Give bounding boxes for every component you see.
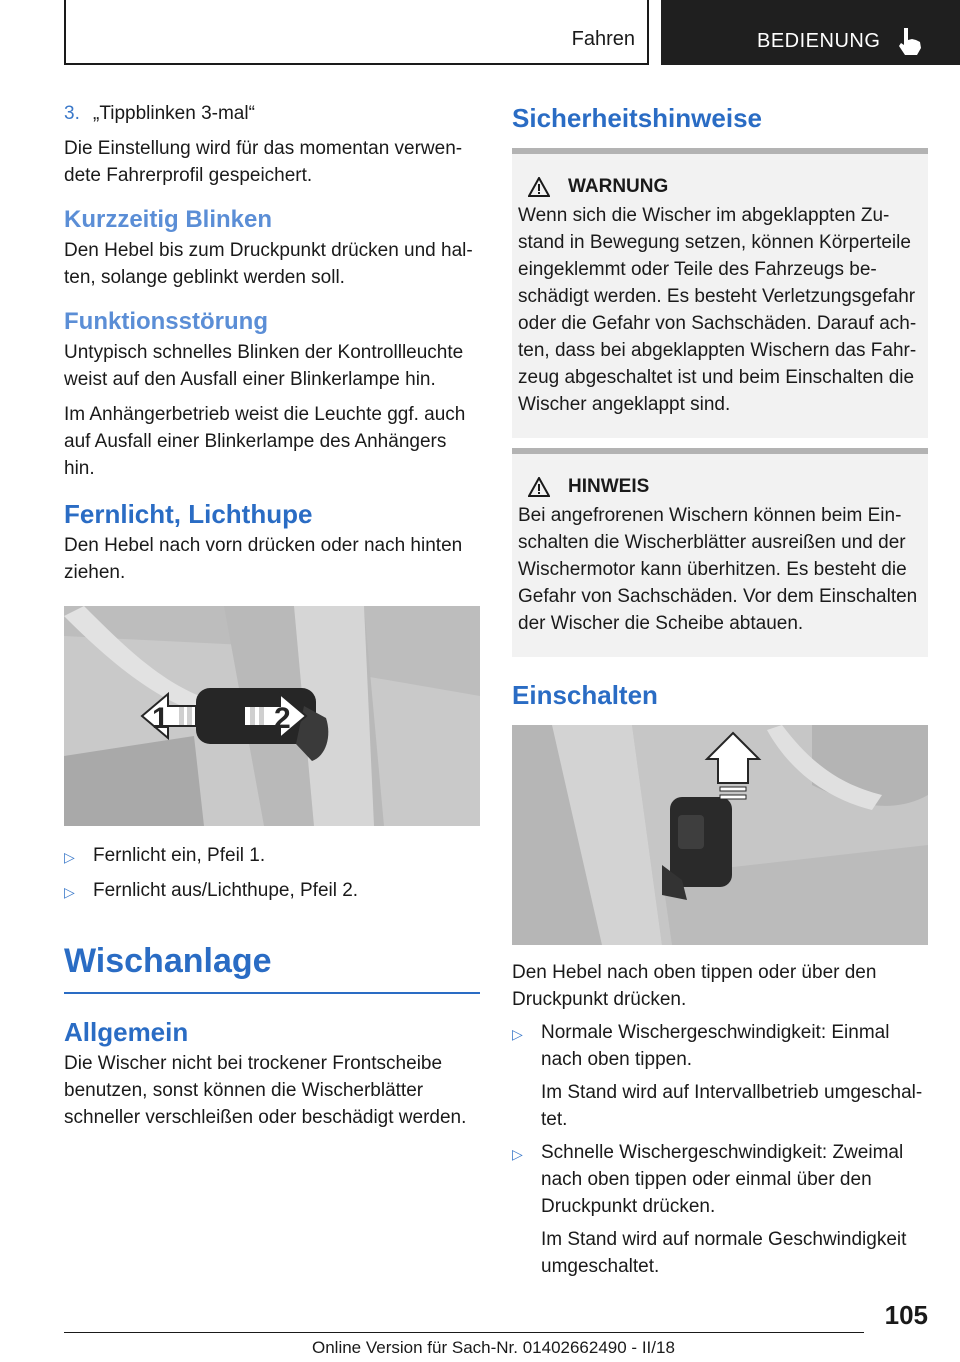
hint-title: HINWEIS: [568, 476, 650, 497]
warning-header: [528, 176, 922, 198]
bullet-normale-main: Normale Wischergeschwindigkeit: Einmal nach oben tippen.: [541, 1022, 890, 1070]
heading-sicherheitshinweise: Sicherheitshinweise: [512, 103, 762, 133]
left-column: [64, 100, 480, 1131]
bullet-fernlicht-aus: ▷ Fernlicht aus/Lichthupe, Pfeil 2.: [64, 877, 480, 906]
heading-funktionsstoerung: Funktionsstörung: [64, 308, 268, 335]
hint-box: [512, 448, 928, 657]
triangle-right-icon: ▷: [64, 884, 75, 900]
hint-header: [528, 476, 922, 498]
step-3-text: „Tippblinken 3-mal“: [93, 103, 255, 124]
arrow-2-label: 2: [274, 702, 291, 735]
warning-text: Wenn sich die Wischer im abgeklappten Zustand in Bewegung setzen, können Körperteile eingeklemmt oder Teile des Fahrzeugs beschädigt werden. Es besteht Verletzungsgefahr oder die Gefahr von Sachschäden. Darauf achten, dass bei abgeklappten Wischern das Fahrzeug abgeschaltet ist und beim Einschalten die Wischer angeklappt sind.: [518, 205, 917, 415]
page-number: 105: [884, 1300, 928, 1330]
footer-rule: [64, 1332, 864, 1333]
heading-einschalten: Einschalten: [512, 680, 658, 710]
header-chapter-tab: [661, 0, 960, 65]
header-chapter-title: BEDIENUNG: [757, 30, 881, 52]
step-3-note: Die Einstellung wird für das momentan verwendete Fahrerprofil gespeichert.: [64, 138, 463, 186]
warning-title: WARNUNG: [568, 176, 669, 197]
bullet-schnelle-main: Schnelle Wischergeschwindigkeit: Zweimal nach oben tippen oder einmal über den Druckpunkt drücken.: [541, 1142, 904, 1217]
bullet-normale-sub: Im Stand wird auf Intervallbetrieb umgeschaltet.: [541, 1082, 923, 1130]
para-funktionsstoerung-2: Im Anhängerbetrieb weist die Leuchte ggf. auch auf Ausfall einer Blinkerlampe des Anhängers hin.: [64, 404, 466, 479]
fernlicht-lever-photo: [64, 606, 480, 826]
bullet-normale-geschwindigkeit: [512, 1019, 928, 1133]
heading-wischanlage: Wischanlage: [64, 940, 480, 994]
warning-triangle-icon: [528, 477, 550, 497]
para-kurzzeitig-blinken: Den Hebel bis zum Druckpunkt drücken und halten, solange geblinkt werden soll.: [64, 240, 473, 288]
heading-fernlicht: Fernlicht, Lichthupe: [64, 499, 313, 529]
triangle-right-icon: ▷: [512, 1026, 523, 1042]
arrow-1-label: 1: [152, 702, 169, 735]
bullet-schnelle-geschwindigkeit: [512, 1139, 928, 1280]
heading-allgemein: Allgemein: [64, 1017, 189, 1047]
triangle-right-icon: ▷: [64, 849, 75, 865]
wischer-lever-photo: [512, 725, 928, 945]
para-allgemein: Die Wischer nicht bei trockener Frontscheibe benutzen, sonst können die Wischerblätter schneller verschleißen oder beschädigt werden.: [64, 1053, 467, 1128]
heading-kurzzeitig-blinken: Kurzzeitig Blinken: [64, 206, 273, 233]
right-column: [512, 100, 928, 1280]
step-3-number: 3.: [64, 103, 80, 124]
fernlicht-lever-illustration: [64, 606, 480, 826]
bullet-schnelle-sub: Im Stand wird auf normale Geschwindigkeit umgeschaltet.: [541, 1229, 907, 1277]
pointing-hand-icon: [895, 26, 923, 56]
para-funktionsstoerung-1: Untypisch schnelles Blinken der Kontrollleuchte weist auf den Ausfall einer Blinkerlampe hin.: [64, 342, 464, 390]
bullet-fernlicht-ein: ▷ Fernlicht ein, Pfeil 1.: [64, 842, 480, 871]
header-section-title: Fahren: [571, 28, 635, 50]
footer-online-version: Online Version für Sach-Nr. 01402662490 - II/18: [312, 1338, 675, 1357]
warning-box: [512, 148, 928, 438]
para-fernlicht: Den Hebel nach vorn drücken oder nach hinten ziehen.: [64, 535, 463, 583]
hint-text: Bei angefrorenen Wischern können beim Einschalten die Wischerblätter ausreißen und der Wischermotor kann überhitzen. Es besteht die Gefahr von Sachschäden. Vor dem Einschalten der Wischer die Scheibe abtauen.: [518, 505, 918, 634]
triangle-right-icon: ▷: [512, 1146, 523, 1162]
warning-triangle-icon: [528, 177, 550, 197]
step-3: [64, 100, 480, 127]
para-einschalten: Den Hebel nach oben tippen oder über den Druckpunkt drücken.: [512, 962, 877, 1010]
wischer-lever-illustration: [512, 725, 928, 945]
header-section-box: [64, 0, 649, 65]
